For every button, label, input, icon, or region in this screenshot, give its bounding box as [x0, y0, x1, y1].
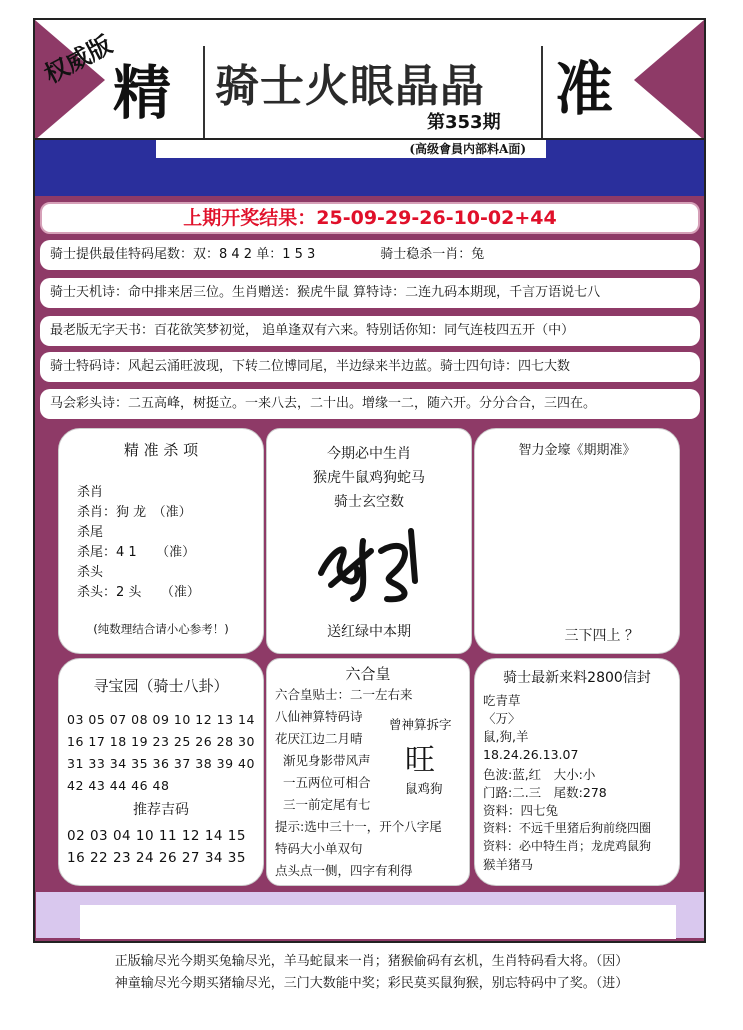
lucky-row: 02 03 04 10 11 12 14 15 [67, 828, 246, 844]
info-row-poem: 骑士天机诗：命中排来居三位。生肖赠送：猴虎牛鼠 算特诗：二连九码本期现，千言万语说七八 [40, 278, 700, 308]
header [33, 18, 706, 140]
kill-line: 杀肖：狗 龙 （准） [77, 505, 192, 520]
number-grid-row: 16 17 18 19 23 25 26 28 30 [67, 734, 255, 749]
liuhe-title: 六合皇 [345, 665, 391, 683]
right-triangle [634, 20, 704, 140]
iq-box-title: 智力金壕《期期准》 [518, 443, 636, 458]
footer-line-2: 神童输尽光今期买猪输尽光，三门大数能中奖；彩民莫买鼠狗猴，别忘特码中了奖。（进） [114, 976, 629, 991]
latest-line: 猴羊猪马 [483, 857, 534, 872]
divider-left [203, 46, 205, 138]
kill-box [58, 428, 264, 654]
liuhe-line: 渐见身影带风声 [283, 753, 371, 768]
latest-line: 18.24.26.13.07 [483, 747, 579, 762]
split-char-animals: 鼠鸡狗 [405, 781, 443, 796]
number-grid-row: 42 43 44 46 48 [67, 778, 170, 793]
latest-line: 资料：必中特生肖；龙虎鸡鼠狗 [483, 839, 652, 853]
number-grid-row: 03 05 07 08 09 10 12 13 14 [67, 712, 255, 727]
zodiac-line-2: 猴虎牛鼠鸡狗蛇马 [313, 470, 425, 486]
treasure-box [58, 658, 264, 886]
latest-line: 〈万〉 [483, 711, 521, 726]
kill-line: 杀尾：4 1 （准） [77, 545, 196, 560]
latest-line: 色波:蓝,红 大小:小 [483, 767, 596, 782]
latest-line: 吃青草 [483, 693, 521, 708]
divider-right [541, 46, 543, 138]
zodiac-line-3: 骑士玄空数 [334, 494, 404, 510]
kill-line: 杀尾 [77, 525, 104, 540]
latest-box [474, 658, 680, 886]
last-draw-result: 上期开奖结果：25-09-29-26-10-02+44 [40, 202, 700, 234]
kill-line: 杀头 [77, 565, 104, 580]
info-row-horse: 马会彩头诗：二五高峰，树挺立。一来八去，二十出。增缘一二，随六开。分分合合，三四在。 [40, 389, 700, 419]
treasure-title: 寻宝园（骑士八卦） [93, 677, 229, 695]
footer-line-1: 正版输尽光今期买兔输尽光，羊马蛇鼠来一肖；猪猴偷码有玄机，生肖特码看大将。（因） [114, 954, 629, 969]
authority-stamp: 权威版 [39, 29, 117, 89]
kill-box-note: (纯数理结合请小心参考！) [93, 622, 229, 636]
latest-title: 骑士最新来料2800信封 [503, 670, 651, 686]
latest-line: 资料：四七兔 [483, 803, 559, 818]
right-big-char: 准 [555, 55, 614, 123]
member-note: (高级會員内部料A面) [156, 140, 546, 158]
liuhe-line: 花厌江边二月晴 [275, 731, 363, 746]
split-char-label: 曾神算拆字 [389, 717, 452, 732]
lucky-title: 推荐吉码 [133, 802, 189, 818]
info-row-special: 骑士特码诗：风起云涌旺波现，下转二位博同尾，半边绿来半边蓝。骑士四句诗：四七大数 [40, 352, 700, 382]
liuhe-line: 三一前定尾有七 [283, 797, 371, 812]
footer-blank [80, 905, 676, 939]
zodiac-line-1: 今期必中生肖 [327, 446, 411, 462]
page-title: 骑士火眼晶晶 [215, 61, 485, 112]
latest-line: 资料：不远千里猪后狗前绕四圈 [483, 821, 652, 835]
kill-line: 杀肖 [77, 485, 104, 500]
handwriting-numbers [311, 521, 431, 607]
kill-line: 杀头：2 头 （准） [77, 585, 200, 600]
zodiac-footer: 送红绿中本期 [327, 624, 411, 640]
lucky-row: 16 22 23 24 26 27 34 35 [67, 850, 246, 866]
liuhe-line: 八仙神算特码诗 [275, 709, 363, 724]
info-row-book: 最老版无字天书：百花欲笑梦初觉， 追单逢双有六来。特别话你知：同气连枝四五开（中） [40, 316, 700, 346]
liuhe-line: 六合皇贴士：二一左右来 [275, 687, 413, 702]
liuhe-line: 提示:选中三十一，开个八字尾 [275, 819, 442, 834]
liuhe-line: 点头点一侧，四字有利得 [275, 863, 413, 878]
latest-line: 鼠,狗,羊 [483, 729, 529, 744]
latest-line: 门路:二.三 尾数:278 [483, 785, 607, 800]
kill-box-title: 精 准 杀 项 [123, 441, 199, 459]
issue-number: 第353期 [427, 112, 501, 133]
liuhe-box [266, 658, 470, 886]
left-big-char: 精 [113, 59, 172, 127]
zodiac-box [266, 428, 472, 654]
info-row-tail: 骑士提供最佳特码尾数：双：8 4 2 单：1 5 3 骑士稳杀一肖：兔 [40, 240, 700, 270]
iq-footer: 三下四上 ？ [564, 628, 639, 644]
iq-box [474, 428, 680, 654]
number-grid-row: 31 33 34 35 36 37 38 39 40 [67, 756, 255, 771]
liuhe-line: 特码大小单双句 [275, 841, 363, 856]
liuhe-line: 一五两位可相合 [283, 775, 371, 790]
split-char: 旺 [405, 743, 435, 778]
